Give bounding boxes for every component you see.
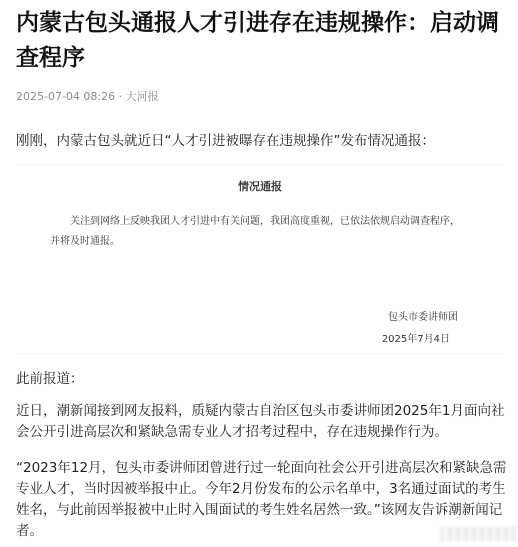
notice-image: [16, 164, 504, 354]
recent-paragraph: 近日，潮新闻接到网友报料，质疑内蒙古自治区包头市委讲师团2025年1月面向社会公开引进高层次和紧缺急需专业人才招考过程中，存在违规操作行为。: [16, 403, 505, 440]
quote-paragraph: “2023年12月，包头市委讲师团曾进行过一轮面向社会公开引进高层次和紧缺急需专业人才，当时因被举报中止。今年2月份发布的公示名单中，3名通过面试的考生姓名，与此前因举报被中止时入围面试的考生姓名居然一致。”该网友告诉潮新闻记者。: [16, 460, 507, 539]
article-title: 内蒙古包头通报人才引进存在违规操作：启动调查程序: [16, 10, 499, 71]
notice-title: 情况通报: [238, 180, 282, 193]
intro-paragraph: 刚刚，内蒙古包头就近日“人才引进被曝存在违规操作”发布情况通报：: [16, 133, 435, 149]
article-meta: 2025-07-04 08:26 · 大河报: [16, 90, 159, 103]
notice-body: 关注到网络上反映我团人才引进中有关问题，我团高度重视，已依法依规启动调查程序，并将及时通报。: [50, 216, 460, 247]
notice-org: 包头市委讲师团: [388, 312, 458, 323]
blurred-watermark: [440, 526, 516, 542]
notice-date: 2025年7月4日: [381, 334, 450, 345]
previous-report-label: 此前报道：: [16, 371, 84, 387]
